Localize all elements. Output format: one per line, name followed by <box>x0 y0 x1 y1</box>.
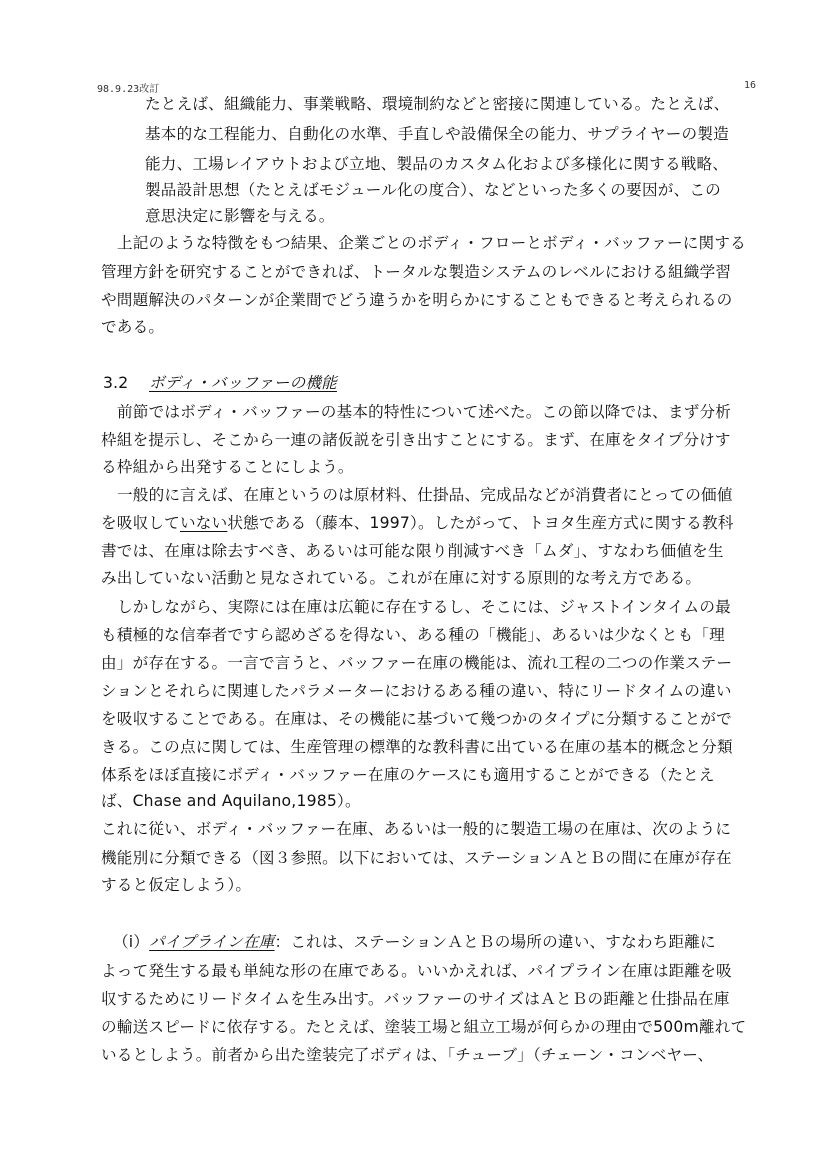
paragraph-line: を吸収していない状態である（藤本、1997）。したがって、トヨタ生産方式に関する教科 <box>101 514 734 532</box>
paragraph-line: 収するためにリードタイムを生み出す。バッファーのサイズはＡとＢの距離と仕掛品在庫 <box>101 990 730 1008</box>
paragraph-line: 一般的に言えば、在庫というのは原材料、仕掛品、完成品などが消費者にとっての価値 <box>117 486 733 504</box>
paragraph-line: ションとそれらに関連したパラメーターにおけるある種の違い、特にリードタイムの違い <box>101 682 732 700</box>
paragraph-line: 枠組を提示し、そこから一連の諸仮説を引き出すことにする。まず、在庫をタイプ分けす <box>101 431 731 449</box>
paragraph-line: 管理方針を研究することができれば、トータルな製造システムのレベルにおける組織学習 <box>101 263 732 281</box>
section-heading <box>103 373 337 393</box>
paragraph-line: み出していない活動と見なされている。これが在庫に対する原則的な考え方である。 <box>101 569 702 587</box>
paragraph-line: しかしながら、実際には在庫は広範に存在するし、そこには、ジャストインタイムの最 <box>117 598 731 616</box>
paragraph-line: 前節ではボディ・バッファーの基本的特性について述べた。この節以降では、まず分析 <box>117 403 732 421</box>
paragraph-line: 上記のような特徴をもつ結果、企業ごとのボディ・フローとボディ・バッファーに関する <box>117 234 746 252</box>
list-item-pipeline: （ⅰ）パイプライン在庫：これは、ステーションＡとＢの場所の違い、すなわち距離に <box>113 933 716 951</box>
paragraph-line: 機能別に分類できる（図３参照。以下においては、ステーションＡとＢの間に在庫が存在 <box>101 849 732 867</box>
paragraph-line: や問題解決のパターンが企業間でどう違うかを明らかにすることもできると考えられるの <box>101 291 733 309</box>
paragraph-line: を吸収することである。在庫は、その機能に基づいて幾つかのタイプに分類することがで <box>101 710 732 728</box>
underlined-not: いない <box>179 514 228 532</box>
paragraph-line: の輸送スピードに依存する。たとえば、塗装工場と組立工場が何らかの理由で500m離れて <box>101 1018 747 1036</box>
paragraph-line: る枠組から出発することにしよう。 <box>101 458 354 476</box>
paragraph-line: これに従い、ボディ・バッファー在庫、あるいは一般的に製造工場の在庫は、次のように <box>101 820 732 838</box>
paragraph-line: ば、Chase and Aquilano,1985）。 <box>101 792 361 810</box>
paragraph-line: すると仮定しよう）。 <box>101 876 252 894</box>
paragraph-line: いるとしよう。前者から出た塗装完了ボディは、「チューブ」（チェーン・コンベヤー、 <box>101 1046 714 1064</box>
intro-line: 基本的な工程能力、自動化の水準、手直しや設備保全の能力、サプライヤーの製造 <box>145 125 729 143</box>
intro-line: 意思決定に影響を与える。 <box>145 207 335 225</box>
list-marker: （ⅰ） <box>113 933 150 951</box>
page-number: 16 <box>744 80 757 91</box>
paragraph-line: 由」が存在する。一言で言うと、バッファー在庫の機能は、流れ工程の二つの作業ステー <box>101 654 733 672</box>
paragraph-line: よって発生する最も単純な形の在庫である。いいかえれば、パイプライン在庫は距離を吸 <box>101 962 732 980</box>
paragraph-line: も積極的な信奉者ですら認めざるを得ない、ある種の「機能」、あるいは少なくとも「理 <box>101 626 725 644</box>
section-number: 3.2 <box>103 374 129 392</box>
paragraph-line: 体系をほぼ直接にボディ・バッファー在庫のケースにも適用することができる（たとえ <box>101 766 715 784</box>
section-title: ボディ・バッファーの機能 <box>149 374 337 392</box>
paragraph-line: 書では、在庫は除去すべき、あるいは可能な限り削減すべき「ムダ」、すなわち価値を生 <box>101 542 724 560</box>
intro-line: 能力、工場レイアウトおよび立地、製品のカスタム化および多様化に関する戦略、 <box>145 155 729 173</box>
paragraph-line: きる。この点に関しては、生産管理の標準的な教科書に出ている在庫の基本的概念と分類 <box>101 738 733 756</box>
intro-line: たとえば、組織能力、事業戦略、環境制約などと密接に関連している。たとえば、 <box>145 95 730 113</box>
paragraph-line: である。 <box>101 318 165 336</box>
term-pipeline-inventory: パイプライン在庫 <box>149 933 275 951</box>
revision-date: 98.9.23改訂 <box>97 84 160 95</box>
intro-line: 製品設計思想（たとえばモジュール化の度合）、などといった多くの要因が、この <box>145 181 721 199</box>
